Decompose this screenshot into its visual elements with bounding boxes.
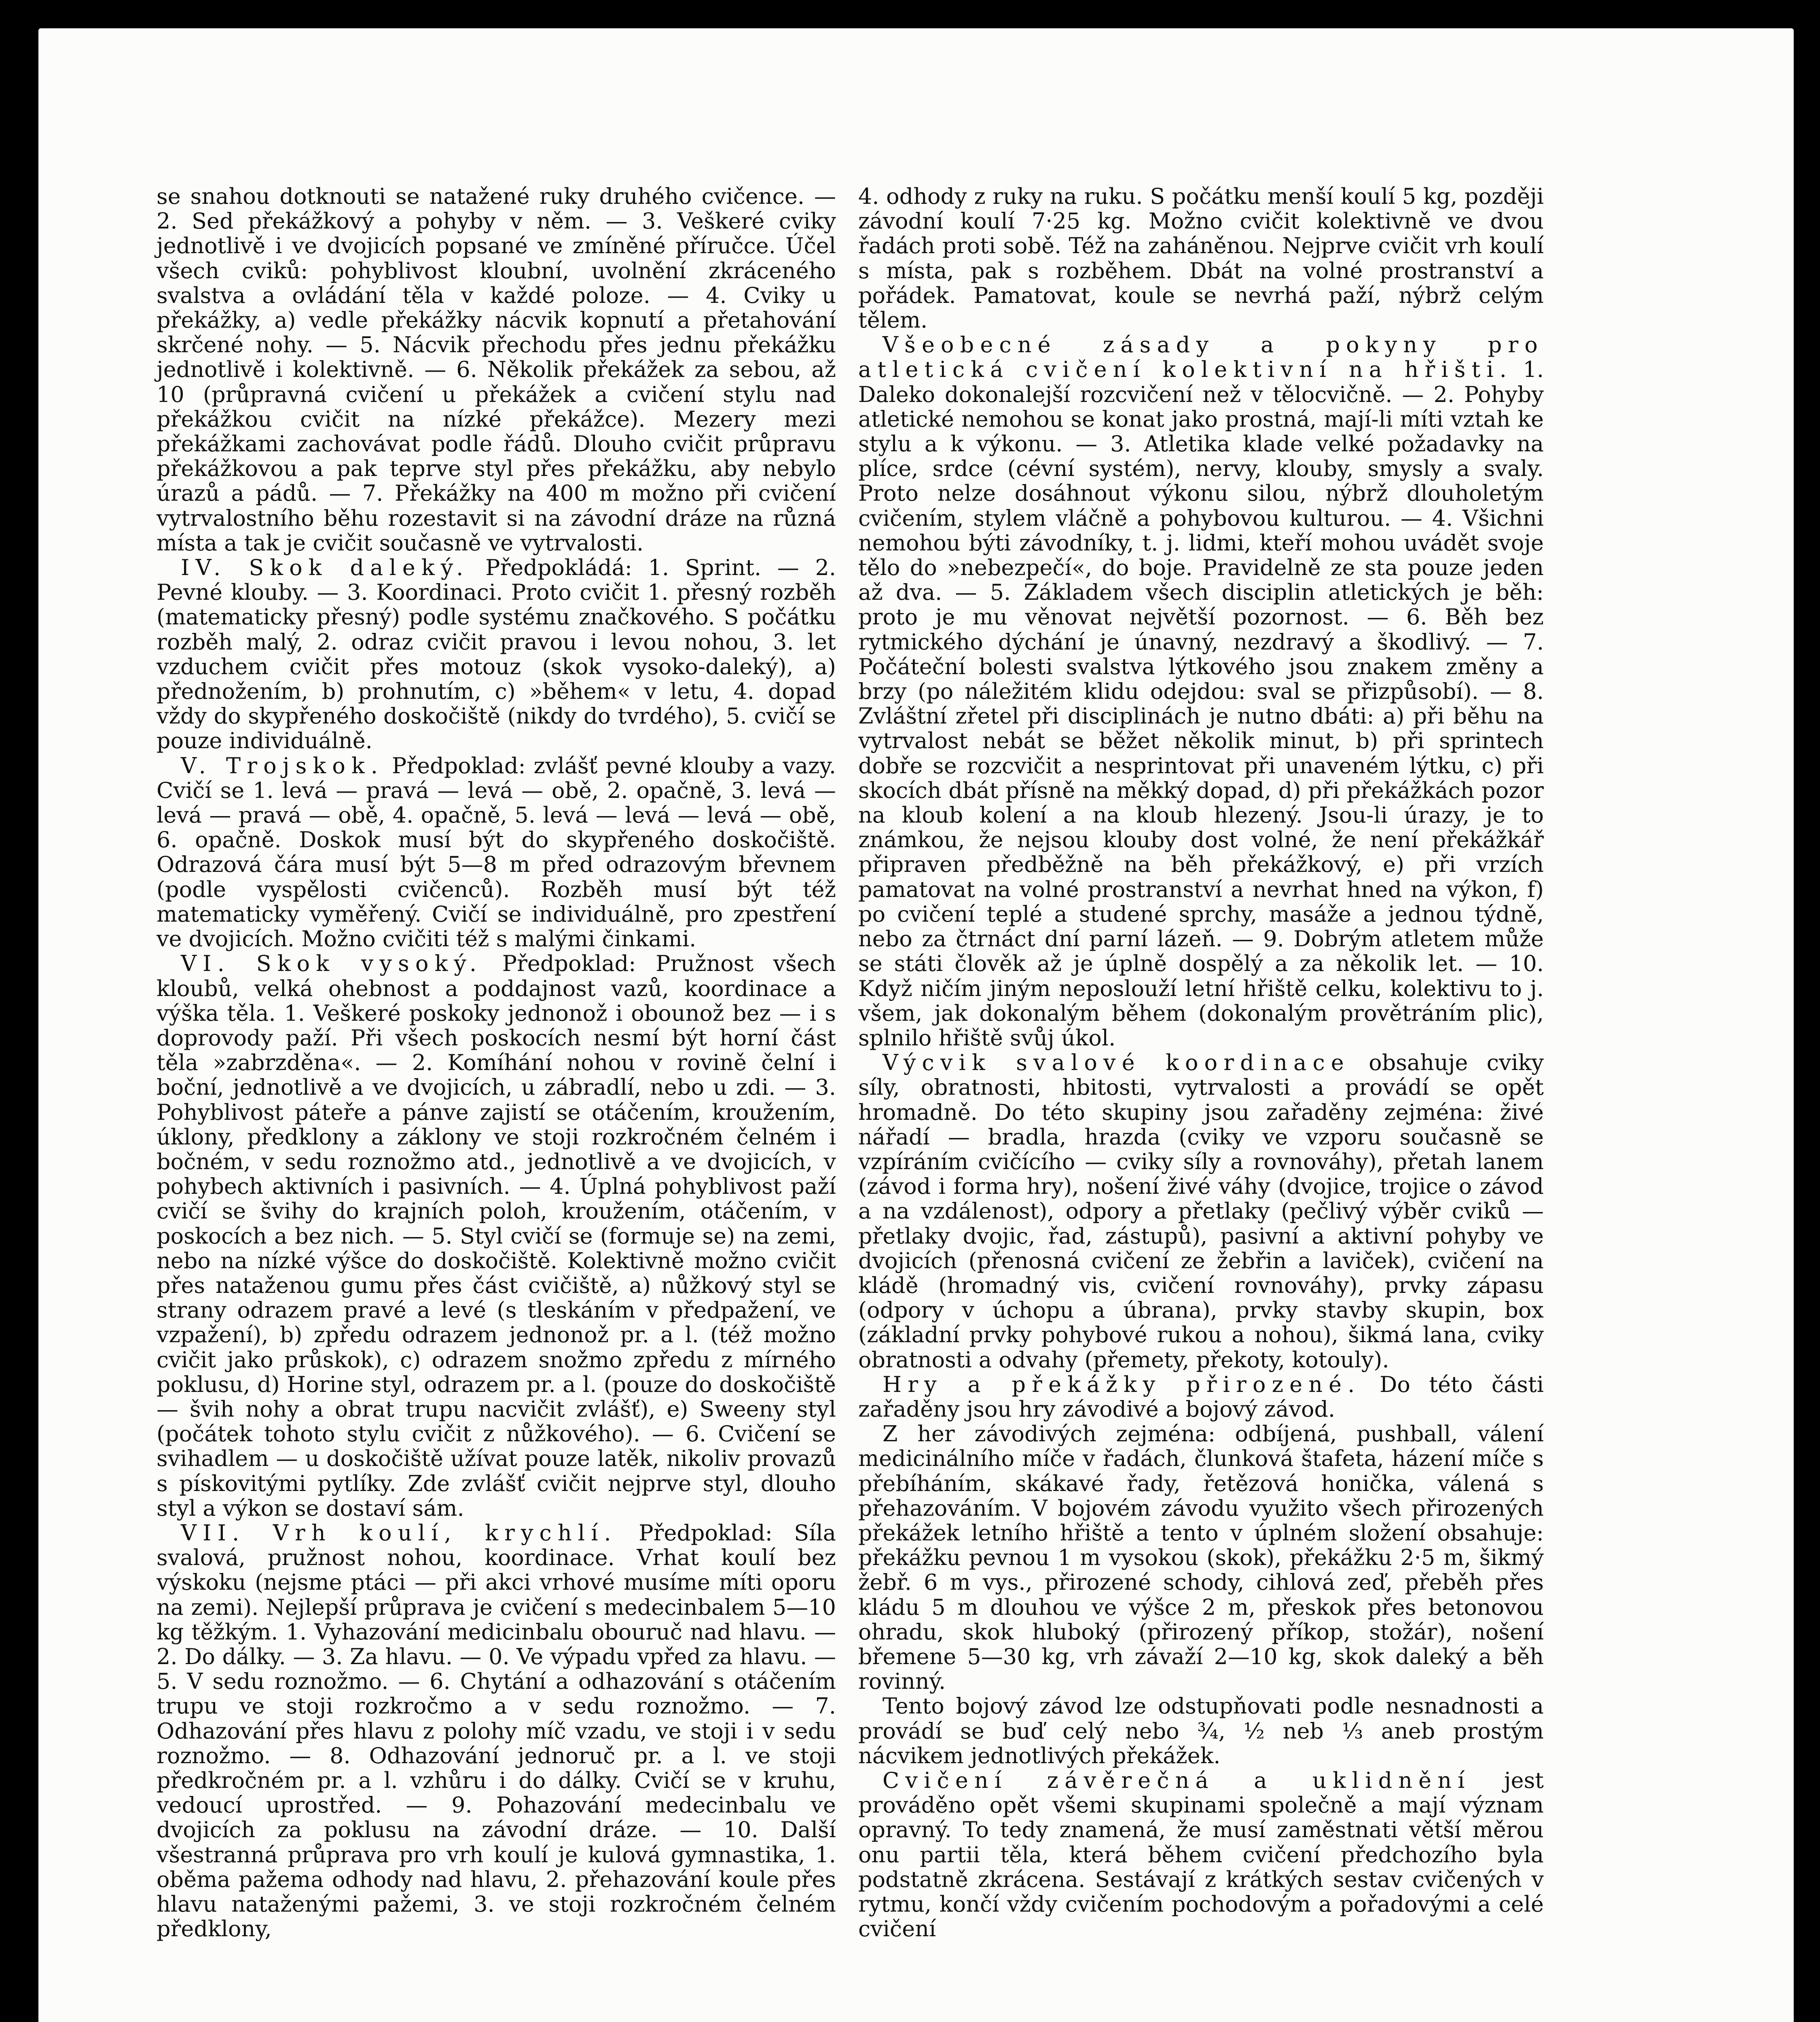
- general-principles-text: 1. Daleko dokonalejší rozcvičení než v tělocvičně. — 2. Pohyby atletické nemohou se konat jako prostná, mají-li míti vztah ke stylu a k výkonu. — 3. Atletika klade velké požadavky na plíce, srdce (cévní systém), nervy, klouby, smysly a svaly. Proto nelze dosáhnout výkonu silou, nýbrž dlouholetým cvičením, stylem vláčně a pohybovou kulturou. — 4. Všichni nemohou býti závodníky, t. j. lidmi, kteří mohou uvádět svoje tělo do »nebezpečí«, do boje. Pravidelně ze sta pouze jeden až dva. — 5. Základem všech disciplin atletických je běh: proto je mu věnovat největší pozornost. — 6. Běh bez rytmického dýchání je únavný, nezdravý a škodlivý. — 7. Počáteční bolesti svalstva lýtkového jsou znakem změny a brzy (po náležitém klidu odejdou: sval se přizpůsobí). — 8. Zvláštní zřetel při disciplinách je nutno dbáti: a) při běhu na vytrvalost nebát se běžet několik minut, b) při sprintech dobře se rozcvičit a nesprintovat při unaveném lýtku, c) při skocích dbát přísně na měkký dopad, d) při překážkách pozor na kloub kolení a na kloub hlezený. Jsou-li úrazy, je to známkou, že nejsou klouby dost volné, že není překážkář připraven předběžně na běh překážkový, e) při vrzích pamatovat na volné prostranství a nevrhat hned na výkon, f) po cvičení teplé a studené sprchy, masáže a jednou týdně, nebo za čtrnáct dní parní lázeň. — 9. Dobrým atletem může se státi člověk až je úplně dospělý a za několik let. — 10. Když ničím jiným neposlouží letní hřiště celku, kolektivu to j. všem, jak dokonalým během (dokonalým provětráním plic), splnilo hřiště svůj úkol.: [858, 357, 1544, 1051]
- paragraph-muscle-coordination: [858, 1050, 1544, 1372]
- paragraph-final-exercises: [858, 1768, 1544, 1941]
- paragraph-competitive-games: Z her závodivých zejména: odbíjená, pushball, válení medicinálního míče v řadách, člunková štafeta, házení míče s přebíháním, skákavé řady, řetězová honička, válená s přehazováním. V bojovém závodu využito všech přirozených překážek letního hřiště a tento v úplném složení obsahuje: překážku pevnou 1 m vysokou (skok), překážku 2·5 m, šikmý žebř. 6 m vys., přirozené schody, cihlová zeď, přeběh přes kládu 5 m dlouhou ve výšce 2 m, přeskok přes betonovou ohradu, skok hluboký (přirozený příkop, stožár), nošení břemene 5—30 kg, vrh závaží 2—10 kg, skok daleký a běh rovinný.: [858, 1421, 1544, 1694]
- heading-shot-put: VII. Vrh koulí, krychlí.: [181, 1520, 617, 1546]
- right-column: [858, 184, 1544, 1941]
- heading-muscle-coordination: Výcvik svalové koordinace: [882, 1050, 1350, 1076]
- paragraph-shot-put: [157, 1521, 836, 1941]
- heading-high-jump: VI. Skok vysoký.: [181, 951, 483, 977]
- shot-put-text: Předpoklad: Síla svalová, pružnost nohou, koordinace. Vrhat koulí bez výskoku (nejsme ptáci — při akci vrhové musíme míti oporu na zemi). Nejlepší průprava je cvičení s medecinbalem 5—10 kg těžkým. 1. Vyhazování medicinbalu obouruč nad hlavu. — 2. Do dálky. — 3. Za hlavu. — 0. Ve výpadu vpřed za hlavu. — 5. V sedu roznožmo. — 6. Chytání a odhazování s otáčením trupu ve stoji rozkročmo a v sedu roznožmo. — 7. Odhazování přes hlavu z polohy míč vzadu, ve stoji i v sedu roznožmo. — 8. Odhazování jednoruč pr. a l. ve stoji předkročném pr. a l. vzhůru i do dálky. Cvičí se v kruhu, vedoucí uprostřed. — 9. Pohazování medecinbalu ve dvojicích za poklusu na závodní dráze. — 10. Další všestranná průprava pro vrh koulí je kulová gymnastika, 1. oběma pažema odhody nad hlavu, 2. přehazování koule přes hlavu nataženými pažemi, 3. ve stoji rozkročném čelném předklony,: [157, 1520, 836, 1942]
- paragraph-shot-put-continued: 4. odhody z ruky na ruku. S počátku menší koulí 5 kg, později závodní koulí 7·25 kg. Možno cvičit kolektivně ve dvou řadách proti sobě. Též na zaháněnou. Nejprve cvičit vrh koulí s místa, pak s rozběhem. Dbát na volné prostranství a pořádek. Pamatovat, koule se nevrhá paží, nýbrž celým tělem.: [858, 184, 1544, 333]
- muscle-coordination-text: obsahuje cviky síly, obratnosti, hbitosti, vytrvalosti a provádí se opět hromadně. Do této skupiny jsou zařaděny zejména: živé nářadí — bradla, hrazda (cviky ve vzporu současně se vzpíráním cvičícího — cviky síly a rovnováhy), přetah lanem (závod i forma hry), nošení živé váhy (dvojice, trojice o závod a na vzdálenost), odpory a přetlaky (pečlivý výběr cviků — přetlaky dvojic, řad, zástupů), pasivní a aktivní pohyby ve dvojicích (přenosná cvičení ze žebřin a laviček), cvičení na kládě (hromadný vis, cvičení rovnováhy), prvky zápasu (odpory v úchopu a úbrana), prvky stavby skupin, box (základní prvky pohybové rukou a nohou), šikmá lana, cviky obratnosti a odvahy (přemety, překoty, kotouly).: [858, 1050, 1544, 1373]
- games-obstacles-text: Do této části zařaděny jsou hry závodivé a bojový závod.: [858, 1371, 1544, 1422]
- high-jump-text: Předpoklad: Pružnost všech kloubů, velká ohebnost a poddajnost vazů, koordinace a výška těla. 1. Veškeré poskoky jednonož i obounož bez — i s doprovody paží. Při všech poskocích nesmí být horní část těla »zabrzděna«. — 2. Komíhání nohou v rovině čelní i boční, jednotlivě a ve dvojicích, u zábradlí, nebo u zdi. — 3. Pohyblivost páteře a pánve zajistí se otáčením, kroužením, úklony, předklony a záklony ve stoji rozkročném čelném i bočném, v sedu roznožmo atd., jednotlivě a ve dvojicích, v pohybech aktivních i pasivních. — 4. Úplná pohyblivost paží cvičí se švihy do krajních poloh, kroužením, otáčením, v poskocích a bez nich. — 5. Styl cvičí se (formuje se) na zemi, nebo na nízké výšce do doskočiště. Kolektivně možno cvičit přes nataženou gumu přes část cvičiště, a) nůžkový styl se strany odrazem pravé a levé (s tleskáním v předpažení, ve vzpažení), b) zpředu odrazem jednonož pr. a l. (též možno cvičit jako průskok), c) odrazem snožmo zpředu z mírného poklusu, d) Horine styl, odrazem pr. a l. (pouze do doskočiště — švih nohy a obrat trupu nacvičit zvlášť), e) Sweeny styl (počátek tohoto stylu cvičit z nůžkového). — 6. Cvičení se svihadlem — u doskočiště užívat pouze latěk, nikoliv provazů s pískovitými pytlíky. Zde zvlášť cvičit nejprve styl, dlouho styl a výkon se dostaví sám.: [157, 951, 836, 1521]
- paragraph-long-jump: [157, 555, 836, 753]
- triple-jump-text: Předpoklad: zvlášť pevné klouby a vazy. Cvičí se 1. levá — pravá — levá — obě, 2. opačně, 3. levá — levá — pravá — obě, 4. opačně, 5. levá — levá — levá — obě, 6. opačně. Doskok musí být do skypřeného doskočiště. Odrazová čára musí být 5—8 m před odrazovým břevnem (podle vyspělosti cvičenců). Rozběh musí být též matematicky vyměřený. Cvičí se individuálně, pro zpestření ve dvojicích. Možno cvičiti též s malými činkami.: [157, 753, 836, 952]
- heading-triple-jump: V. Trojskok.: [181, 753, 384, 778]
- paragraph-combat-race: Tento bojový závod lze odstupňovati podle nesnadnosti a provádí se buď celý nebo ¾, ½ neb ⅓ aneb prostým nácvikem jednotlivých překážek.: [858, 1693, 1544, 1768]
- heading-general-principles: Všeobecné zásady a pokyny pro atletická cvičení kolektivní na hřišti.: [858, 332, 1544, 383]
- final-exercises-text: jest prováděno opět všemi skupinami společně a mají význam opravný. To tedy znamená, že musí zaměstnati větší měrou onu partii těla, která během cvičení předchozího byla podstatně zkrácena. Sestávají z krátkých sestav cvičených v rytmu, končí vždy cvičením pochodovým a pořadovými a celé cvičení: [858, 1768, 1544, 1942]
- long-jump-text: Předpokládá: 1. Sprint. — 2. Pevné klouby. — 3. Koordinaci. Proto cvičit 1. přesný rozběh (matematicky přesný) podle systému značkového. S počátku rozběh malý, 2. odraz cvičit pravou i levou nohou, 3. let vzduchem cvičit přes motouz (skok vysoko-daleký), a) přednožením, b) prohnutím, c) »během« v letu, 4. dopad vždy do skypřeného doskočiště (nikdy do tvrdého), 5. cvičí se pouze individuálně.: [157, 555, 836, 754]
- heading-final-exercises: Cvičení závěrečná a uklidnění: [882, 1768, 1471, 1793]
- paragraph-general-principles: [858, 332, 1544, 1050]
- paragraph-hurdles-continued: se snahou dotknouti se natažené ruky druhého cvičence. — 2. Sed překážkový a pohyby v něm. — 3. Veškeré cviky jednotlivě i ve dvojicích popsané ve zmíněné příručce. Účel všech cviků: pohyblivost kloubní, uvolnění zkráceného svalstva a ovládání těla v každé poloze. — 4. Cviky u překážky, a) vedle překážky nácvik kopnutí a přetahování skrčené nohy. — 5. Nácvik přechodu přes jednu překážku jednotlivě i kolektivně. — 6. Několik překážek za sebou, až 10 (průpravná cvičení u překážek a cvičení stylu nad překážkou cvičit na nízké překážce). Mezery mezi překážkami zachovávat podle řádů. Dlouho cvičit průpravu překážkovou a pak teprve styl přes překážku, aby nebylo úrazů a pádů. — 7. Překážky na 400 m možno při cvičení vytrvalostního běhu rozestavit si na závodní dráze na různá místa a tak je cvičit současně ve vytrvalosti.: [157, 184, 836, 556]
- heading-games-obstacles: Hry a překážky přirozené.: [882, 1371, 1361, 1397]
- paragraph-high-jump: [157, 951, 836, 1521]
- paragraph-games-obstacles: [858, 1372, 1544, 1421]
- heading-long-jump: IV. Skok daleký.: [181, 555, 470, 581]
- left-column: [157, 184, 836, 1941]
- paragraph-triple-jump: [157, 753, 836, 952]
